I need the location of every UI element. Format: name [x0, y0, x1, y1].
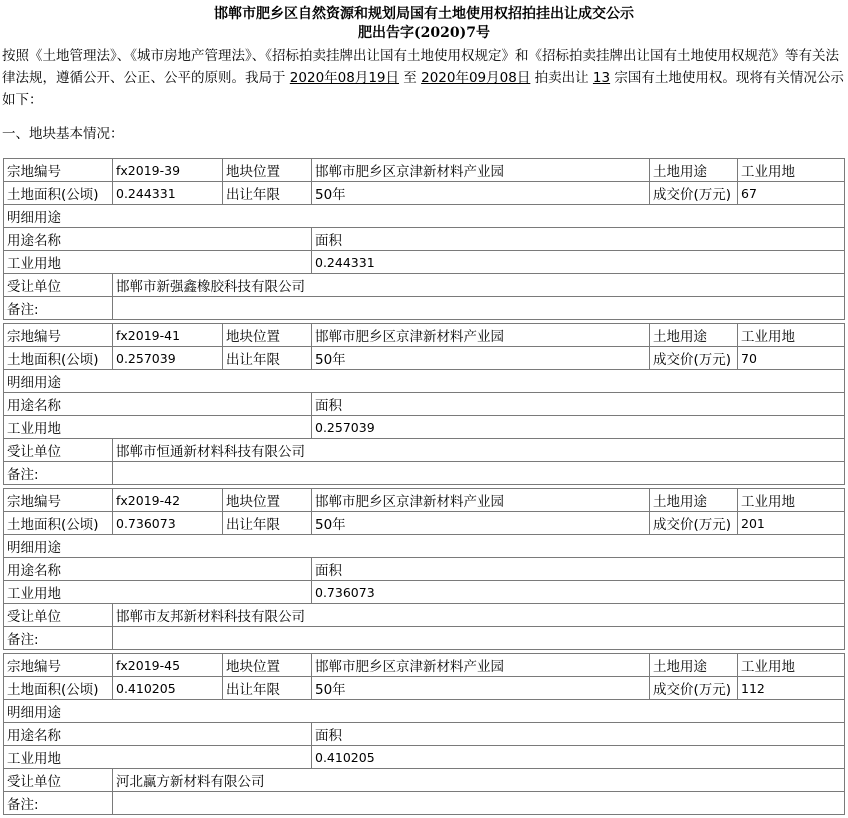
table-row: [4, 324, 845, 347]
assignee-label: 受让单位: [4, 769, 113, 792]
table-row: [4, 677, 845, 700]
remark-label: 备注:: [4, 297, 113, 320]
intro-text: 宗国有土地使用权。现将有关情况公示如下：: [2, 70, 844, 108]
term-label: 出让年限: [223, 182, 312, 205]
price-label: 成交价(万元): [650, 677, 738, 700]
remark-value: [113, 792, 845, 815]
parcel-table: [3, 158, 845, 320]
term-label: 出让年限: [223, 512, 312, 535]
price-value: 70: [738, 347, 845, 370]
detail-use-name-value: 工业用地: [4, 746, 312, 769]
land-use-label: 土地用途: [650, 159, 738, 182]
assignee-value: 邯郸市新强鑫橡胶科技有限公司: [113, 274, 845, 297]
table-row: [4, 723, 845, 746]
assignee-value: 邯郸市恒通新材料科技有限公司: [113, 439, 845, 462]
parcel-no-value: fx2019-45: [113, 654, 223, 677]
table-row: [4, 182, 845, 205]
intro-paragraph: [2, 45, 846, 111]
intro-text: 按照《土地管理法》、《城市房地产管理法》、《招标拍卖挂牌出让国有土地使用权规定》和《招标拍卖挂牌出让国有土地使用权规范》等有关法律法规，遵循公开、公正、公平的原则。我局于: [2, 48, 839, 86]
table-row: [4, 228, 845, 251]
intro-text: 至: [399, 70, 422, 86]
page-title: 邯郸市肥乡区自然资源和规划局国有土地使用权招拍挂出让成交公示: [214, 6, 634, 22]
detail-use-name-value: 工业用地: [4, 581, 312, 604]
location-label: 地块位置: [223, 489, 312, 512]
table-row: [4, 627, 845, 650]
land-use-label: 土地用途: [650, 324, 738, 347]
location-value: 邯郸市肥乡区京津新材料产业园: [312, 324, 650, 347]
use-name-label: 用途名称: [4, 228, 312, 251]
detail-use-label: 明细用途: [4, 205, 845, 228]
area-value: 0.410205: [113, 677, 223, 700]
assignee-label: 受让单位: [4, 439, 113, 462]
use-name-label: 用途名称: [4, 393, 312, 416]
parcel-no-label: 宗地编号: [4, 324, 113, 347]
area-value: 0.244331: [113, 182, 223, 205]
detail-area-value: 0.736073: [312, 581, 845, 604]
use-name-label: 用途名称: [4, 558, 312, 581]
detail-use-name-value: 工业用地: [4, 416, 312, 439]
area-label: 土地面积(公顷): [4, 512, 113, 535]
parcel-no-value: fx2019-42: [113, 489, 223, 512]
table-row: [4, 393, 845, 416]
area-label: 土地面积(公顷): [4, 677, 113, 700]
use-name-label: 用途名称: [4, 723, 312, 746]
price-value: 112: [738, 677, 845, 700]
remark-value: [113, 627, 845, 650]
detail-area-value: 0.244331: [312, 251, 845, 274]
section-title: 一、地块基本情况：: [2, 126, 124, 142]
land-use-label: 土地用途: [650, 654, 738, 677]
parcel-table: [3, 488, 845, 650]
land-use-label: 土地用途: [650, 489, 738, 512]
location-value: 邯郸市肥乡区京津新材料产业园: [312, 489, 650, 512]
area-value: 0.257039: [113, 347, 223, 370]
assignee-value: 邯郸市友邦新材料科技有限公司: [113, 604, 845, 627]
document-number: 肥出告字(2020)7号: [358, 25, 490, 41]
table-row: [4, 462, 845, 485]
term-value: 50年: [312, 512, 650, 535]
price-label: 成交价(万元): [650, 512, 738, 535]
price-label: 成交价(万元): [650, 347, 738, 370]
table-row: [4, 251, 845, 274]
parcel-count: 13: [592, 70, 611, 86]
detail-use-label: 明细用途: [4, 535, 845, 558]
table-row: [4, 581, 845, 604]
intro-text: 拍卖出让: [530, 70, 593, 86]
location-label: 地块位置: [223, 324, 312, 347]
price-value: 201: [738, 512, 845, 535]
remark-label: 备注:: [4, 792, 113, 815]
remark-value: [113, 462, 845, 485]
detail-area-label: 面积: [312, 393, 845, 416]
assignee-label: 受让单位: [4, 274, 113, 297]
detail-use-label: 明细用途: [4, 370, 845, 393]
table-row: [4, 370, 845, 393]
table-row: [4, 159, 845, 182]
area-label: 土地面积(公顷): [4, 182, 113, 205]
land-use-value: 工业用地: [738, 324, 845, 347]
table-row: [4, 489, 845, 512]
location-value: 邯郸市肥乡区京津新材料产业园: [312, 654, 650, 677]
price-value: 67: [738, 182, 845, 205]
parcel-no-label: 宗地编号: [4, 489, 113, 512]
table-row: [4, 746, 845, 769]
term-label: 出让年限: [223, 347, 312, 370]
parcel-no-label: 宗地编号: [4, 654, 113, 677]
table-row: [4, 297, 845, 320]
remark-value: [113, 297, 845, 320]
location-value: 邯郸市肥乡区京津新材料产业园: [312, 159, 650, 182]
term-label: 出让年限: [223, 677, 312, 700]
price-label: 成交价(万元): [650, 182, 738, 205]
detail-area-label: 面积: [312, 558, 845, 581]
land-use-value: 工业用地: [738, 489, 845, 512]
table-row: [4, 439, 845, 462]
table-row: [4, 700, 845, 723]
table-row: [4, 535, 845, 558]
table-row: [4, 512, 845, 535]
area-label: 土地面积(公顷): [4, 347, 113, 370]
area-value: 0.736073: [113, 512, 223, 535]
table-row: [4, 205, 845, 228]
detail-area-value: 0.410205: [312, 746, 845, 769]
detail-area-label: 面积: [312, 723, 845, 746]
table-row: [4, 604, 845, 627]
land-use-value: 工业用地: [738, 654, 845, 677]
table-row: [4, 558, 845, 581]
term-value: 50年: [312, 182, 650, 205]
assignee-value: 河北赢方新材料有限公司: [113, 769, 845, 792]
remark-label: 备注:: [4, 627, 113, 650]
parcel-table: [3, 323, 845, 485]
detail-use-name-value: 工业用地: [4, 251, 312, 274]
remark-label: 备注:: [4, 462, 113, 485]
term-value: 50年: [312, 677, 650, 700]
table-row: [4, 792, 845, 815]
term-value: 50年: [312, 347, 650, 370]
table-row: [4, 654, 845, 677]
assignee-label: 受让单位: [4, 604, 113, 627]
parcel-table: [3, 653, 845, 815]
parcel-no-label: 宗地编号: [4, 159, 113, 182]
location-label: 地块位置: [223, 159, 312, 182]
date-end: 2020年09月08日: [421, 70, 531, 86]
location-label: 地块位置: [223, 654, 312, 677]
date-start: 2020年08月19日: [289, 70, 400, 86]
table-row: [4, 347, 845, 370]
table-row: [4, 416, 845, 439]
parcel-no-value: fx2019-39: [113, 159, 223, 182]
land-use-value: 工业用地: [738, 159, 845, 182]
detail-area-label: 面积: [312, 228, 845, 251]
table-row: [4, 274, 845, 297]
detail-use-label: 明细用途: [4, 700, 845, 723]
table-row: [4, 769, 845, 792]
detail-area-value: 0.257039: [312, 416, 845, 439]
parcel-no-value: fx2019-41: [113, 324, 223, 347]
